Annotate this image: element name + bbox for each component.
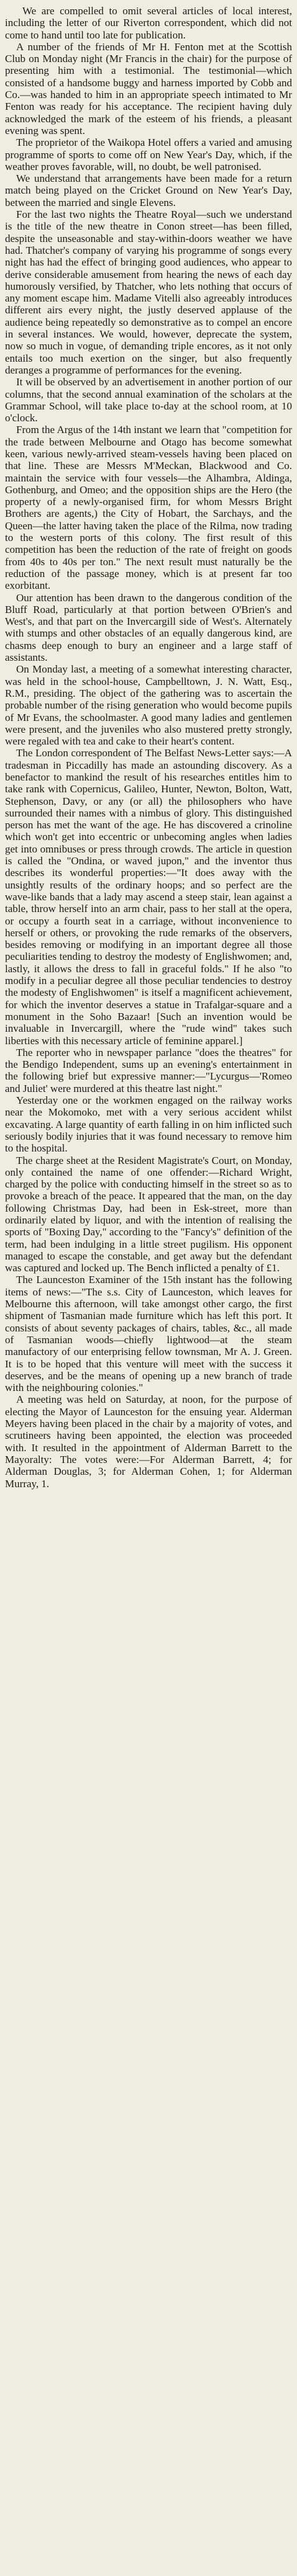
paragraph-launceston-furniture: The Launceston Examiner of the 15th instant has the following items of news:—"The s.s. City of Launceston, which leaves for Melbourne this afternoon, will take amongst other cargo, the first shipment of Tasmanian made furniture which has left this port. It consists of about seventy packages of chairs, tables, &c., all made of Tasmanian woods—chiefly lightwood—at the steam manufactory of our enterprising fellow townsman, Mr A. J. Green. It is to be hoped that this venture will meet with the success it deserves, and be the means of opening up a new branch of trade with the neighbouring colonies." [5,1274,292,1394]
paragraph-magistrates-court: The charge sheet at the Resident Magistrate's Court, on Monday, only contained the name of one offender:—Richard Wright, charged by the police with conducting himself in the street so as to provoke a breach of the peace. It appeared that the man, on the day following Christmas Day, had been in Esk-street, more than ordinarily elated by liquor, and with the intention of realising the sports of "Boxing Day," according to the "Fancy's" definition of the term, had been indulging in a little street pugilism. His opponent managed to escape the constable, and get away but the defendant was captured and locked up. The Bench inflicted a penalty of £1. [5,1154,292,1274]
paragraph-theatre-royal: For the last two nights the Theatre Royal—such we understand is the title of the new theatre in Conon street—has been filled, despite the unseasonable and stay-within-doors weather we have had. Thatcher's company of varying his programme of songs every night has had the effect of bringing good audiences, who appear to derive considerable amusement from hearing the news of each day humorously versified, by Thatcher, who lets nothing that occurs of any moment escape him. Madame Vitelli also agreeably introduces different airs every night, the justly deserved applause of the audience being repeatedly so demonstrative as to compel an encore in several instances. We would, however, deprecate the system, now so much in vogue, of demanding triple encores, as it not only entails too much exertion on the singer, but also frequently deranges a programme of performances for the evening. [5,208,292,376]
paragraph-cricket-match: We understand that arrangements have been made for a return match being played on the Cricket Ground on New Year's Day, between the married and single Elevens. [5,172,292,208]
paragraph-omitted-articles: We are compelled to omit several articles of local interest, including the letter of our Riverton correspondent, which did not come to hand until too late for publication. [5,5,292,41]
paragraph-mayor-election: A meeting was held on Saturday, at noon, for the purpose of electing the Mayor of Launceston for the ensuing year. Alderman Meyers having been placed in the chair by a majority of votes, and scrutineers having been appointed, the election was proceeded with. It resulted in the appointment of Alderman Barrett to the Mayoralty: The votes were:—For Alderman Barrett, 4; for Alderman Douglas, 3; for Alderman Cohen, 1; for Alderman Murray, 1. [5,1393,292,1490]
paragraph-railway-accident: Yesterday one or the workmen engaged on the railway works near the Mokomoko, met with a very serious accident whilst excavating. A large quantity of earth falling in on him inflicted such seriously bodily injuries that it was found necessary to remove him to the hospital. [5,1094,292,1155]
paragraph-grammar-school: It will be observed by an advertisement in another portion of our columns, that the second annual examination of the scholars at the Grammar School, will take place to-day at the school room, at 10 o'clock. [5,376,292,424]
paragraph-fenton-testimonial: A number of the friends of Mr H. Fenton met at the Scottish Club on Monday night (Mr Francis in the chair) for the purpose of presenting him with a testimonial. The testimonial—which consisted of a handsome buggy and harness imported by Cobb and Co.—was handed to him in an appropriate speech intimated to Mr Fenton was ready for his acceptance. The recipient having duly acknowledged the mark of the esteem of his friends, a pleasant evening was spent. [5,40,292,136]
paragraph-argus-shipping: From the Argus of the 14th instant we learn that "competition for the trade between Melbourne and Otago has become somewhat keen, various newly-arrived steam-vessels having been placed on that line. These are Messrs M'Meckan, Blackwood and Co. maintain the service with four vessels—the Alhambra, Aldinga, Gothenburg, and Omeo; and the opposition ships are the Hero (the property of a newly-organised firm, for whom Messrs Bright Brothers are agents,) the City of Hobart, the Sarchays, and the Queen—the latter having taken the place of the Rilma, now trading to the western ports of this colony. The first result of this competition has been the reduction of the rate of freight on goods from 40s to 40s per ton." The next result must naturally be the reduction of the passage money, which is at present far too exorbitant. [5,424,292,592]
paragraph-bendigo-theatre: The reporter who in newspaper parlance "does the theatres" for the Bendigo Independent, sums up an evening's entertainment in the following brief but expressive manner:—"Lycurgus—'Romeo and Juliet' were murdered at this theatre last night." [5,1046,292,1094]
paragraph-crinoline: The London correspondent of The Belfast News-Letter says:—A tradesman in Piccadilly has made an astounding discovery. As a benefactor to mankind the result of his researches entitles him to take rank with Copernicus, Galileo, Hunter, Newton, Bolton, Watt, Stephenson, Davy, or any (or all) the philosophers who have surrounded their names with a nimbus of glory. This distinguished person has met the want of the age. He has discovered a crinoline which won't get into eccentric or unbecoming angles when ladies get into omnibuses or press through crowds. The article in question is called the "Ondina, or waved jupon," and the inventor thus describes its wonderful properties:—"It does away with the unsightly results of the ordinary hoops; and so perfect are the wave-like bands that a lady may ascend a steep stair, lean against a table, throw herself into an arm chair, pass to her stall at the opera, or occupy a fourth seat in a carriage, without inconvenience to herself or others, or provoking the rude remarks of the observers, besides removing or modifying in an important degree all those peculiarities tending to destroy the modesty of Englishwomen; and, lastly, it allows the dress to fall in graceful folds." If he also "to modify in a peculiar degree all those peculiar tendencies to destroy the modesty of Englishwomen" is itself a magnificent achievement, for which the inventor deserves a statue in Trafalgar-square and a monument in the Soho Bazaar! [Such an invention would be invaluable in Invercargill, where the "rude wind" takes such liberties with this necessary article of feminine apparel.] [5,747,292,1047]
paragraph-waikopa-sports: The proprietor of the Waikopa Hotel offers a varied and amusing programme of sports to come off on New Year's Day, which, if the weather proves favorable, will, no doubt, be well patronised. [5,136,292,172]
paragraph-bluff-road: Our attention has been drawn to the dangerous condition of the Bluff Road, particularly at that portion between O'Brien's and West's, and that part on the Invercargill side of West's. Alternately with stumps and other obstacles of an equally dangerous kind, are chasms deep enough to bury an engineer and a large staff of assistants. [5,591,292,664]
paragraph-campbelltown-meeting: On Monday last, a meeting of a somewhat interesting character, was held in the school-house, Campbelltown, J. N. Watt, Esq., R.M., presiding. The object of the gathering was to ascertain the probable number of the rising generation who would become pupils of Mr Evans, the schoolmaster. A good many ladies and gentlemen were present, and the juveniles who also mustered pretty strongly, were regaled with tea and cake to their heart's content. [5,663,292,748]
